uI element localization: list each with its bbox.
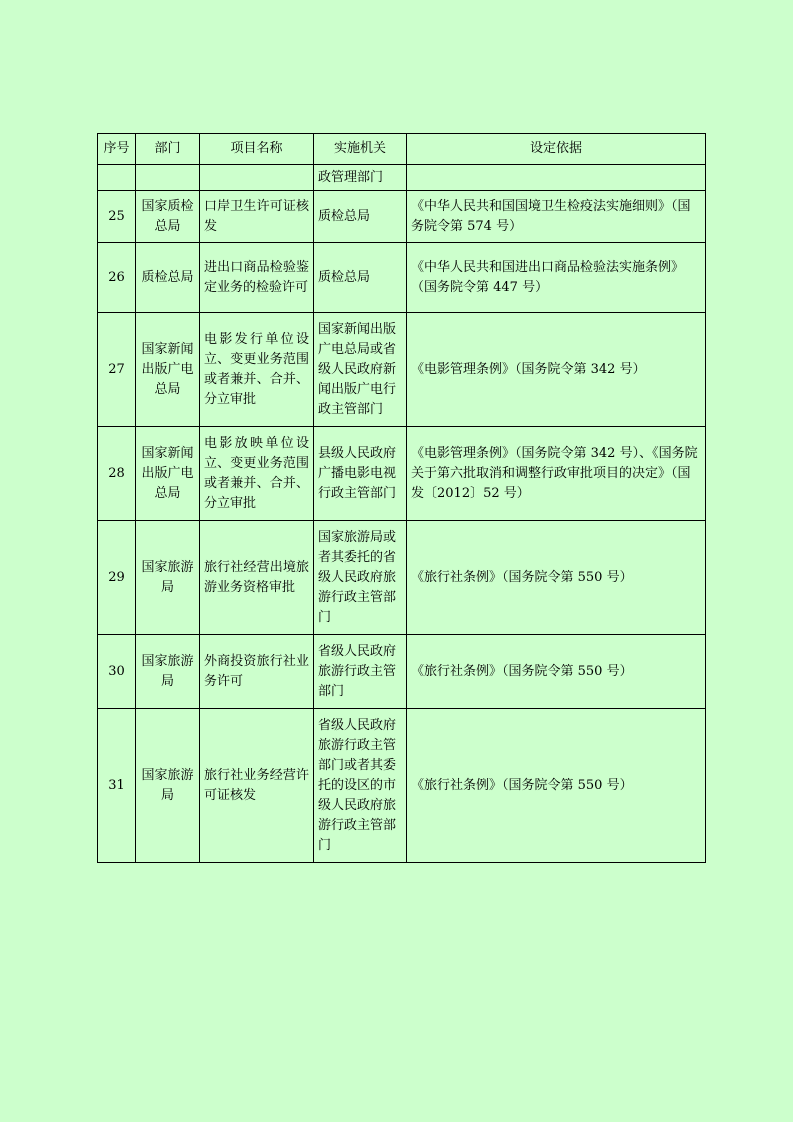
org-cell: 质检总局 [314,243,407,313]
basis-cell: 《中华人民共和国国境卫生检疫法实施细则》（国务院令第 574 号） [407,191,706,243]
item-cell: 口岸卫生许可证核发 [200,191,314,243]
approval-items-table [97,133,706,863]
item-cell [200,165,314,191]
dept-cell: 国家旅游局 [136,521,200,635]
basis-cell: 《电影管理条例》（国务院令第 342 号）、《国务院关于第六批取消和调整行政审批项目的决定》（国发〔2012〕52 号） [407,427,706,521]
header-org: 实施机关 [314,134,407,165]
table-row [98,191,706,243]
header-seq: 序号 [98,134,136,165]
seq-cell: 29 [98,521,136,635]
basis-cell: 《旅行社条例》（国务院令第 550 号） [407,709,706,863]
org-cell: 国家新闻出版广电总局或省级人民政府新闻出版广电行政主管部门 [314,313,407,427]
seq-cell: 27 [98,313,136,427]
seq-cell: 30 [98,635,136,709]
item-cell: 旅行社经营出境旅游业务资格审批 [200,521,314,635]
basis-cell [407,165,706,191]
table-row [98,243,706,313]
header-item: 项目名称 [200,134,314,165]
seq-cell [98,165,136,191]
table-row-continuation [98,165,706,191]
org-cell: 国家旅游局或者其委托的省级人民政府旅游行政主管部门 [314,521,407,635]
basis-cell: 《旅行社条例》（国务院令第 550 号） [407,635,706,709]
item-cell: 进出口商品检验鉴定业务的检验许可 [200,243,314,313]
org-cell: 质检总局 [314,191,407,243]
dept-cell [136,165,200,191]
basis-cell: 《电影管理条例》（国务院令第 342 号） [407,313,706,427]
dept-cell: 国家旅游局 [136,709,200,863]
seq-cell: 26 [98,243,136,313]
dept-cell: 国家旅游局 [136,635,200,709]
table-row [98,313,706,427]
header-dept: 部门 [136,134,200,165]
dept-cell: 国家新闻出版广电总局 [136,427,200,521]
item-cell: 电影放映单位设立、变更业务范围或者兼并、合并、分立审批 [200,427,314,521]
org-cell: 省级人民政府旅游行政主管部门或者其委托的设区的市级人民政府旅游行政主管部门 [314,709,407,863]
table-row [98,521,706,635]
table-row [98,709,706,863]
seq-cell: 25 [98,191,136,243]
dept-cell: 国家新闻出版广电总局 [136,313,200,427]
basis-cell: 《旅行社条例》（国务院令第 550 号） [407,521,706,635]
seq-cell: 31 [98,709,136,863]
org-cell: 县级人民政府广播电影电视行政主管部门 [314,427,407,521]
item-cell: 电影发行单位设立、变更业务范围或者兼并、合并、分立审批 [200,313,314,427]
org-cell: 政管理部门 [314,165,407,191]
header-basis: 设定依据 [407,134,706,165]
table-row [98,427,706,521]
seq-cell: 28 [98,427,136,521]
table-row [98,635,706,709]
dept-cell: 质检总局 [136,243,200,313]
basis-cell: 《中华人民共和国进出口商品检验法实施条例》（国务院令第 447 号） [407,243,706,313]
item-cell: 外商投资旅行社业务许可 [200,635,314,709]
dept-cell: 国家质检总局 [136,191,200,243]
table-header-row [98,134,706,165]
item-cell: 旅行社业务经营许可证核发 [200,709,314,863]
org-cell: 省级人民政府旅游行政主管部门 [314,635,407,709]
